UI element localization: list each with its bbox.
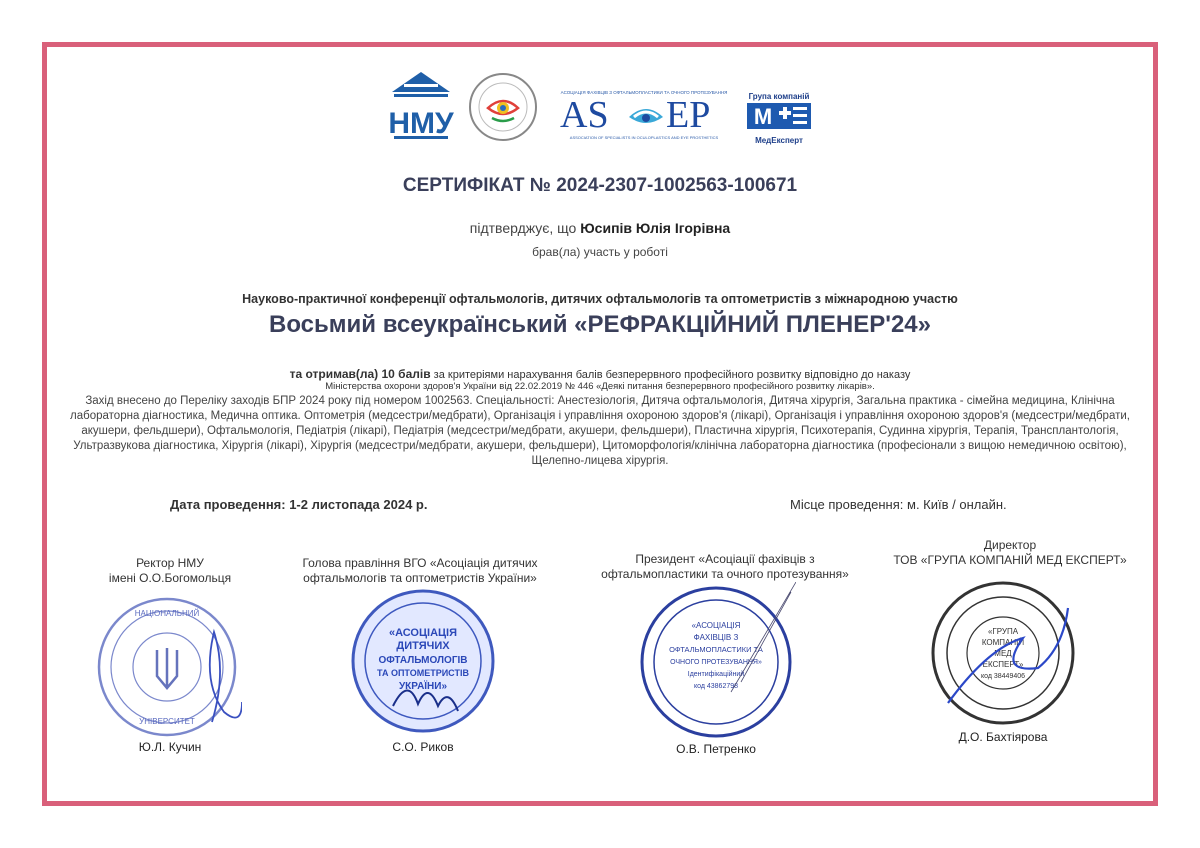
stamp-4-line-3: МЕД	[994, 649, 1012, 658]
signatory-3-caption-line-1: Президент «Асоціації фахівців з	[635, 552, 815, 566]
stamp-3-line-4: ОЧНОГО ПРОТЕЗУВАННЯ»	[670, 659, 762, 666]
signatory-4-caption-line-2: ТОВ «ГРУПА КОМПАНІЙ МЕД ЕКСПЕРТ»	[893, 552, 1127, 567]
svg-text:M: M	[753, 104, 773, 129]
points-line	[0, 367, 1200, 381]
specialties-paragraph: Захід внесено до Переліку заходів БПР 2024 року під номером 1002563. Спеціальності: Анестезіологія, Дитяча офтальмологія, Дитяча хірургія, Загальна практика - сімейна медицина, Клінічна лабораторна діагностика, Медична оптика. Оптометрія (медсестри/медбрати), Організація і управління охороною здоров'я (лікарі), Організація і управління охороною здоров'я (медсестри/медбрати, акушери, фельдшери), Офтальмологія, Педіатрія (лікарі), Педіатрія (медсестри/медбрати, акушери, фельдшери), Пластична хірургія, Психотерапія, Судинна хірургія, Терапія, Трансплантологія, Ультразвукова діагностика, Хірургія (лікарі), Хірургія (медсестри/медбрати, акушери, фельдшери), Цитоморфологія/клінічна лабораторна діагностика (професіонали з вищою немедичною освітою), Щелепно-лицева хірургія.	[70, 395, 1130, 467]
asoep-small-text: АСОЦІАЦІЯ ФАХІВЦІВ З ОФТАЛЬМОПЛАСТИКИ ТА ОЧНОГО ПРОТЕЗУВАННЯ	[560, 90, 728, 95]
signatory-2-stamp	[348, 586, 498, 741]
points-rest: за критеріями нарахування балів безперервного професійного розвитку відповідно до наказу	[430, 369, 911, 381]
stamp-2-line-1: «АСОЦІАЦІЯ	[388, 627, 458, 639]
signatory-4-caption-line-1: Директор	[983, 538, 1037, 552]
signatory-1-name: Ю.Л. Кучин	[138, 740, 202, 754]
participated-line: брав(ла) участь у роботі	[532, 245, 668, 259]
asoep-right-text: EP	[666, 94, 711, 136]
signatory-4-caption	[870, 538, 1150, 567]
stamp-3-line-3: ОФТАЛЬМОПЛАСТИКИ ТА	[669, 645, 763, 654]
medexpert-mark-icon	[743, 101, 815, 131]
signatory-1-caption-line-1: Ректор НМУ	[136, 556, 204, 570]
medexpert-top-text: Група компаній	[748, 92, 810, 101]
event-title: Восьмий всеукраїнський «РЕФРАКЦІЙНИЙ ПЛЕНЕР'24»	[268, 311, 931, 338]
stamp-1-text-2: УНІВЕРСИТЕТ	[139, 717, 195, 726]
signatory-4-name: Д.О. Бахтіярова	[958, 730, 1048, 744]
stamp-3-line-1: «АСОЦІАЦІЯ	[691, 621, 741, 630]
signatory-2-caption-line-2: офтальмологів та оптометристів України»	[303, 570, 537, 585]
stamp-2-line-5: УКРАЇНИ»	[398, 681, 448, 692]
signatory-3-stamp	[636, 582, 796, 747]
stamp-4-line-5: код 38449406	[980, 673, 1026, 680]
moh-order-line: Міністерства охорони здоров'я України від 22.02.2019 № 446 «Деякі питання безперервного професійного розвитку лікарів».	[325, 381, 875, 392]
nmu-logo-text: НМУ	[388, 107, 454, 140]
stamp-4-line-4: ЕКСПЕРТ»	[982, 660, 1024, 669]
stamp-3-line-5: Ідентифікаційний	[687, 671, 745, 678]
signatory-2-caption-line-1: Голова правління ВГО «Асоціація дитячих	[302, 556, 538, 570]
signatory-3-name: О.В. Петренко	[676, 742, 756, 756]
stamp-4-line-2: КОМПАНІЙ	[981, 638, 1025, 647]
confirms-prefix: підтверджує, що	[469, 220, 581, 236]
stamp-3-line-6: код 43862798	[693, 683, 739, 690]
signatory-3-caption	[580, 552, 870, 581]
confirmation-line	[0, 220, 1200, 236]
signatory-1-caption	[70, 556, 270, 585]
asoep-left-text: AS	[560, 94, 609, 136]
stamp-2-line-4: ТА ОПТОМЕТРИСТІВ	[377, 668, 469, 678]
certificate-title: СЕРТИФІКАТ № 2024-2307-1002563-100671	[402, 175, 798, 196]
eye-icon	[628, 103, 664, 129]
stamp-2-line-3: ОФТАЛЬМОЛОГІВ	[378, 655, 468, 666]
stamp-2-line-2: ДИТЯЧИХ	[396, 640, 450, 652]
signatory-2-caption	[270, 556, 570, 585]
event-date: Дата проведення: 1-2 листопада 2024 р.	[170, 497, 428, 512]
conference-name: Науково-практичної конференції офтальмологів, дитячих офтальмологів та оптометристів з міжнародною участю	[242, 292, 958, 306]
stamp-4-line-1: «ГРУПА	[987, 627, 1019, 636]
asoep-logo	[558, 90, 730, 148]
recipient-name: Юсипів Юлія Ігорівна	[580, 220, 731, 236]
stamp-3-line-2: ФАХІВЦІВ З	[693, 633, 739, 642]
nmu-logo	[388, 70, 454, 144]
asoep-bottom-text: ASSOCIATION OF SPECIALISTS IN OCULOPLASTICS AND EYE PROSTHETICS	[569, 135, 719, 140]
event-place: Місце проведення: м. Київ / онлайн.	[790, 497, 1007, 512]
signatory-3-caption-line-2: офтальмопластики та очного протезування»	[601, 566, 849, 581]
medexpert-name-text: МедЕксперт	[755, 136, 803, 145]
logo-bar	[0, 70, 1200, 150]
points-bold: та отримав(ла) 10 балів	[289, 367, 431, 381]
signatory-4-stamp	[928, 578, 1078, 733]
signatory-1-caption-line-2: імені О.О.Богомольця	[108, 570, 232, 585]
stamp-1-text-1: НАЦІОНАЛЬНИЙ	[134, 609, 200, 618]
medexpert-logo	[743, 92, 815, 148]
signatory-2-name: С.О. Риков	[392, 740, 454, 754]
children-ophthalmologists-logo	[468, 72, 538, 142]
signatory-1-stamp	[92, 592, 242, 747]
